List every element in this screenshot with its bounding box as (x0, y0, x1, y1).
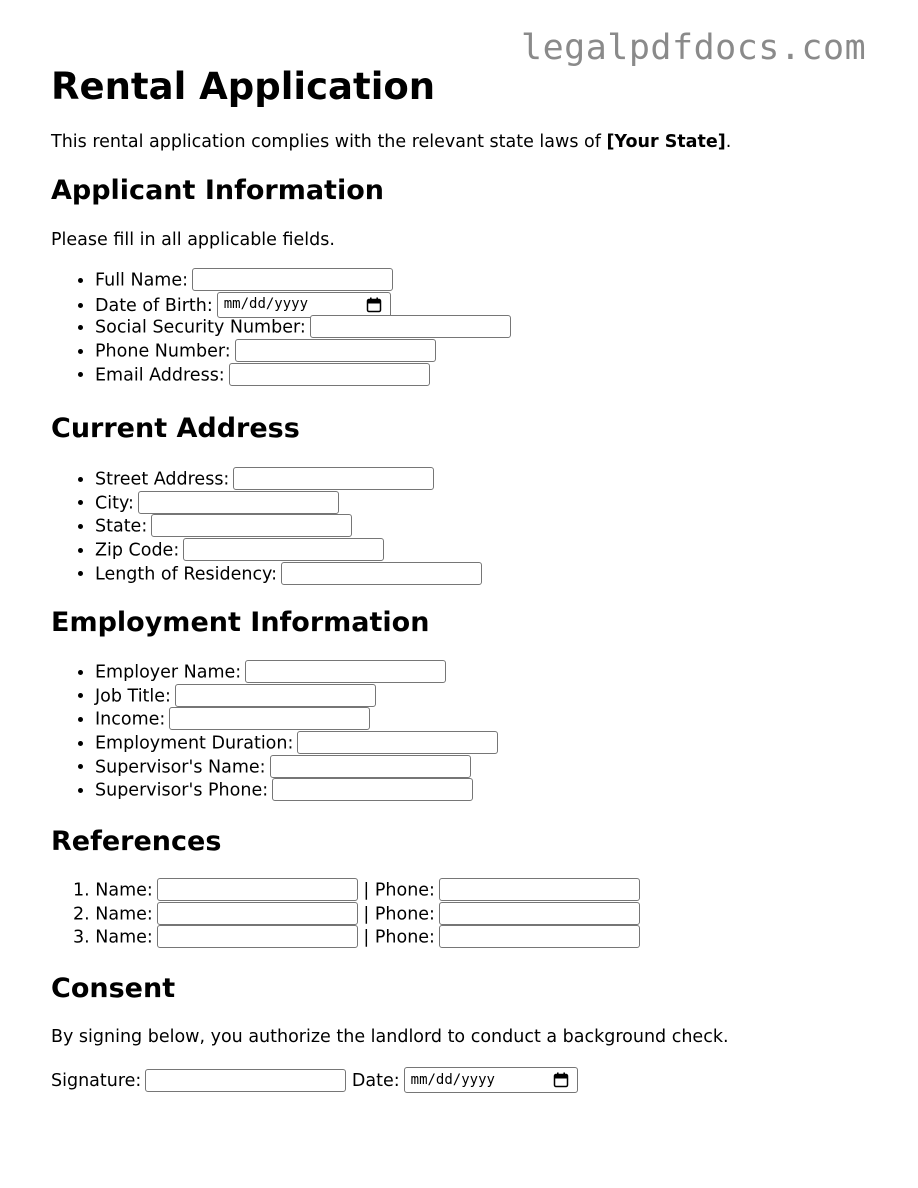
full-name-input[interactable] (192, 268, 393, 291)
ssn-input[interactable] (310, 315, 511, 338)
applicant-instruction: Please fill in all applicable fields. (51, 230, 335, 250)
date-placeholder: mm/dd/yyyy (223, 295, 309, 312)
list-item (73, 879, 640, 903)
email-input[interactable] (229, 363, 430, 386)
list-item (95, 539, 482, 563)
consent-date-input[interactable] (404, 1067, 578, 1093)
date-of-birth-input[interactable] (217, 292, 391, 318)
field-label: Employment Duration: (95, 733, 294, 754)
list-item (95, 779, 498, 803)
references-heading: References (51, 826, 222, 857)
consent-heading: Consent (51, 973, 176, 1004)
signature-row (51, 1068, 578, 1094)
field-label: Length of Residency: (95, 564, 278, 585)
street-address-input[interactable] (233, 467, 434, 490)
list-item (95, 364, 511, 388)
calendar-icon[interactable] (553, 1072, 569, 1088)
length-of-residency-input[interactable] (281, 562, 482, 585)
field-label: Date of Birth: (95, 295, 213, 316)
field-label: Street Address: (95, 469, 230, 490)
intro-text-start: This rental application complies with the relevant state laws of (51, 132, 607, 152)
employment-heading: Employment Information (51, 607, 430, 638)
field-label: Employer Name: (95, 662, 242, 683)
reference-name-label: Name: (95, 927, 153, 948)
list-item (95, 732, 498, 756)
employer-name-input[interactable] (245, 660, 446, 683)
city-input[interactable] (138, 491, 339, 514)
list-item (95, 468, 482, 492)
reference-phone-label: | Phone: (363, 927, 435, 948)
field-label: Job Title: (95, 686, 171, 707)
reference-3-name-input[interactable] (157, 925, 358, 948)
field-label: Income: (95, 709, 166, 730)
address-fields-list (51, 468, 482, 586)
address-heading: Current Address (51, 413, 300, 444)
reference-2-phone-input[interactable] (439, 902, 640, 925)
phone-input[interactable] (235, 339, 436, 362)
reference-phone-label: | Phone: (363, 904, 435, 925)
field-label: Phone Number: (95, 341, 231, 362)
list-item (95, 340, 511, 364)
watermark: legalpdfdocs.com (521, 28, 867, 68)
intro-text (51, 132, 731, 152)
list-item (73, 926, 640, 950)
list-item (95, 661, 498, 685)
applicant-fields-list (51, 269, 511, 387)
supervisor-phone-input[interactable] (272, 778, 473, 801)
job-title-input[interactable] (175, 684, 376, 707)
applicant-heading: Applicant Information (51, 175, 384, 206)
intro-state-placeholder: [Your State] (606, 132, 726, 152)
list-item (95, 316, 511, 340)
page-title: Rental Application (51, 65, 436, 108)
field-label: Social Security Number: (95, 317, 306, 338)
list-item (95, 515, 482, 539)
list-item (95, 685, 498, 709)
state-input[interactable] (151, 514, 352, 537)
reference-1-name-input[interactable] (157, 878, 358, 901)
list-item (95, 756, 498, 780)
list-item (95, 563, 482, 587)
date-label: Date: (351, 1071, 400, 1091)
field-label: Full Name: (95, 270, 189, 291)
calendar-icon[interactable] (366, 297, 382, 313)
references-list (51, 879, 640, 950)
reference-3-phone-input[interactable] (439, 925, 640, 948)
field-label: Email Address: (95, 365, 225, 386)
list-item (73, 903, 640, 927)
reference-phone-label: | Phone: (363, 880, 435, 901)
intro-text-end: . (725, 132, 732, 152)
consent-text: By signing below, you authorize the landlord to conduct a background check. (51, 1027, 729, 1047)
supervisor-name-input[interactable] (270, 755, 471, 778)
reference-number: 2. (73, 904, 90, 925)
field-label: Supervisor's Phone: (95, 780, 269, 801)
date-placeholder: mm/dd/yyyy (410, 1072, 495, 1088)
reference-2-name-input[interactable] (157, 902, 358, 925)
reference-number: 1. (73, 880, 90, 901)
list-item (95, 492, 482, 516)
field-label: Supervisor's Name: (95, 757, 266, 778)
employment-duration-input[interactable] (297, 731, 498, 754)
reference-1-phone-input[interactable] (439, 878, 640, 901)
list-item (95, 293, 511, 317)
list-item (95, 269, 511, 293)
income-input[interactable] (169, 707, 370, 730)
employment-fields-list (51, 661, 498, 803)
reference-name-label: Name: (95, 904, 153, 925)
signature-input[interactable] (145, 1069, 346, 1092)
field-label: State: (95, 516, 148, 537)
field-label: City: (95, 493, 134, 514)
reference-number: 3. (73, 927, 90, 948)
signature-label: Signature: (51, 1071, 142, 1091)
reference-name-label: Name: (95, 880, 153, 901)
field-label: Zip Code: (95, 540, 180, 561)
list-item (95, 708, 498, 732)
zip-code-input[interactable] (183, 538, 384, 561)
